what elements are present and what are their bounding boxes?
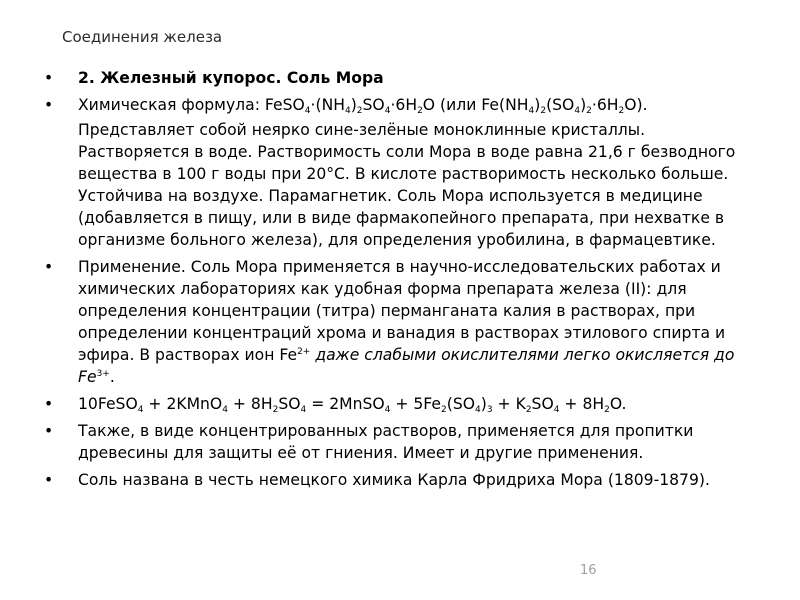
application-text: Применение. Соль Мора применяется в научно-исследовательских работах и химических лабораториях как удобная форма препарата железа (II): для определения концентрации (титра) перманганата калия в растворах, при определении концентраций хрома и ванадия в растворах этилового спирта и эфира. В растворах ион Fe xyxy=(78,258,726,364)
ion-charge: 2+ xyxy=(297,347,311,357)
description-text: Представляет собой неярко сине-зелёные моноклинные кристаллы. Растворяется в воде. Растворимость соли Мора в воде равна 21,6 г безводного вещества в 100 г воды при 20°С. В кислоте растворимость несколько больше. Устойчива на воздухе. Парамагнетик. Соль Мора используется в медицине (добавляется в пищу, или в виде фармакопейного препарата, при нехватке в организме больного железа), для определения уробилина, в фармацевтике. xyxy=(78,121,736,249)
bullet-item-heading xyxy=(40,67,756,89)
bullet-icon: • xyxy=(44,422,54,440)
bullet-icon: • xyxy=(44,96,54,114)
bullet-icon: • xyxy=(44,471,54,489)
page-number: 16 xyxy=(580,563,597,578)
application-text-cont: даже слабыми окислителями легко окисляется до Fe xyxy=(78,346,735,386)
chemical-formula: $FeSO_4\cdot(NH_4)_2SO_4\cdot 6H_2O$ (или $Fe(NH_4)_2(SO_4)_2\cdot 6H_2O$). xyxy=(264,96,648,116)
section-heading: 2. Железный купорос. Соль Мора xyxy=(78,69,384,87)
naming-text: Соль названа в честь немецкого химика Карла Фридриха Мора (1809-1879). xyxy=(78,471,710,489)
bullet-item-equation xyxy=(40,393,756,415)
bullet-item-wood xyxy=(40,420,756,464)
bullet-icon: • xyxy=(44,69,54,87)
wood-usage-text: Также, в виде концентрированных растворов, применяется для пропитки древесины для защиты её от гниения. Имеет и другие применения. xyxy=(78,422,694,462)
bullet-icon: • xyxy=(44,258,54,276)
bullet-list xyxy=(40,67,756,491)
slide-title: Соединения железа xyxy=(62,28,223,46)
bullet-item-application xyxy=(40,256,756,388)
formula-label: Химическая формула: xyxy=(78,96,265,114)
bullet-item-formula xyxy=(40,94,756,251)
application-text-end: . xyxy=(109,368,115,386)
chemical-equation: 10FeSO$_4$ + 2KMnO$_4$ + $8H_2SO_4$ = 2MnSO$_4$ + $5Fe_2(SO_4)_3 + K_2SO_4 + 8H_2O$. xyxy=(78,395,627,415)
bullet-icon: • xyxy=(44,395,54,413)
ion-charge: 3+ xyxy=(96,369,110,379)
bullet-item-naming xyxy=(40,469,756,491)
slide-content xyxy=(40,67,756,496)
